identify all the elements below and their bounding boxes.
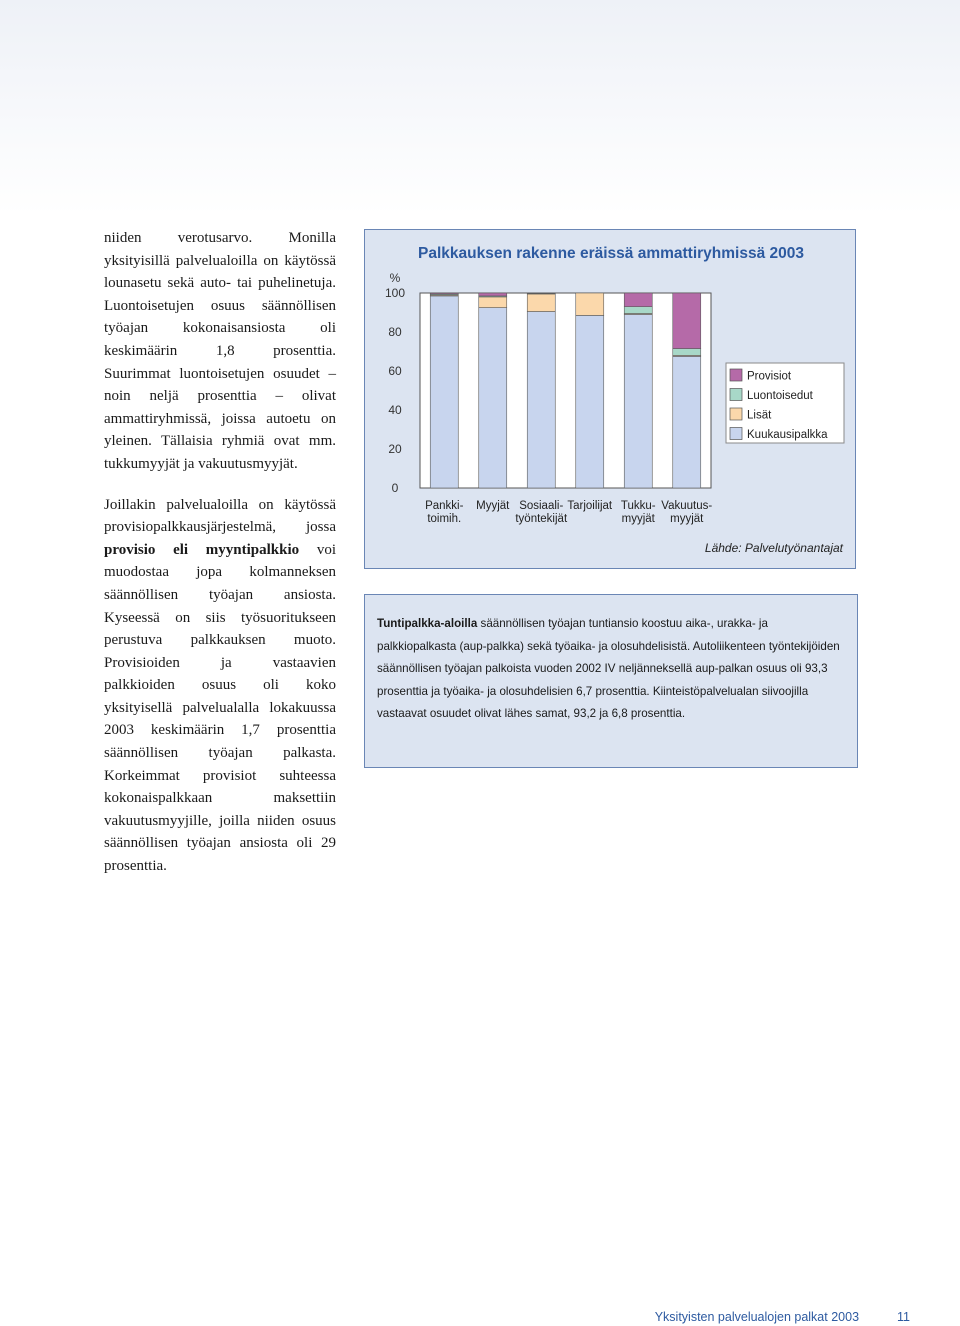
x-tick-label: Tukku- [620, 500, 656, 512]
legend-swatch [730, 428, 742, 440]
bar-segment-kuukausipalkka [479, 308, 507, 488]
bar-segment-provisiot [673, 293, 701, 349]
bar-segment-luontoisedut [673, 349, 701, 356]
commission-term: provisio eli myyntipalkkio [104, 541, 300, 558]
x-tick-label: Tarjoilijat [567, 500, 613, 512]
y-tick-label: 0 [391, 481, 399, 495]
legend-label: Kuukausipalkka [747, 429, 828, 441]
legend-label: Provisiot [747, 370, 792, 383]
legend-swatch [730, 389, 742, 401]
paragraph-fringe-benefits: niiden verotusarvo. Monilla yksityisillä palvelualoilla on käytössä lounasetu sekä auto- tai puhelinetuja. Luontoisetujen osuus säännöllisen työajan kokonaisansiosta oli keskimäärin 1,8 prosenttia. Suurimmat luontoisetujen osuudet – noin neljä prosenttia – olivat ammattiryhmissä, joissa autoetu on yleinen. Tällaisia ryhmiä ovat mm. tukkumyyjät ja vakuutusmyyjät. [104, 230, 336, 472]
legend-swatch [730, 408, 742, 420]
bar-segment-provisiot [479, 293, 507, 296]
y-tick-label: 60 [388, 364, 402, 378]
x-tick-label: toimih. [427, 513, 462, 525]
footer-title: Yksityisten palvelualojen palkat 2003 [654, 1310, 860, 1324]
bar-segment-lisät [479, 297, 507, 308]
y-axis-unit: % [389, 271, 401, 285]
chart-title: Palkkauksen rakenne eräissä ammattiryhmissä 2003 [417, 245, 805, 262]
x-tick-label: Sosiaali- [519, 500, 564, 512]
chart-panel [364, 229, 856, 569]
y-tick-label: 40 [388, 403, 402, 417]
page-number: 11 [897, 1310, 910, 1324]
bar-segment-kuukausipalkka [624, 314, 652, 488]
y-tick-label: 80 [388, 325, 402, 339]
bar-segment-lisät [576, 293, 604, 315]
legend-label: Lisät [747, 409, 772, 422]
y-tick-label: 20 [388, 442, 402, 456]
left-text-column [104, 227, 336, 878]
bar-segment-provisiot [430, 293, 458, 294]
legend-label: Luontoisedut [747, 390, 813, 402]
y-tick-label: 100 [384, 286, 406, 300]
hourly-pay-note-box [364, 594, 858, 768]
x-tick-label: työntekijät [515, 513, 568, 525]
legend-swatch [730, 369, 742, 381]
x-tick-label: Pankki- [425, 500, 464, 512]
bar-segment-kuukausipalkka [527, 312, 555, 488]
x-tick-label: myyjät [621, 513, 655, 525]
paragraph-commissions [104, 494, 336, 878]
bar-segment-luontoisedut [624, 307, 652, 314]
commission-text-start: Joillakin palvelualoilla on käytössä provisiopalkkausjärjestelmä, jossa [104, 496, 336, 536]
bar-segment-kuukausipalkka [576, 315, 604, 488]
note-lead: Tuntipalkka-aloilla [377, 617, 478, 630]
plot-area [420, 293, 711, 488]
bar-segment-lisät [527, 294, 555, 312]
stacked-bar-chart [365, 230, 857, 570]
bar-segment-kuukausipalkka [430, 296, 458, 488]
page-footer [600, 1310, 910, 1324]
note-body: säännöllisen työajan tuntiansio koostuu aika-, urakka- ja palkkiopalkasta (aup-palkka) sekä työaika- ja olosuhdelisistä. Autoliikenteen työntekijöiden säännöllisen työajan palkoista vuoden 2002 IV neljänneksellä aup-palkan osuus oli 93,3 prosenttia ja työaika- ja olosuhdelisien 6,7 prosenttia. Kiinteistöpalvelualan siivoojilla vastaavat osuudet olivat lähes samat, 93,2 ja 6,8 prosenttia. [377, 617, 840, 721]
x-tick-label: Myyjät [476, 500, 510, 512]
commission-text-end: voi muodostaa jopa kolmanneksen säännöllisen työajan ansiosta. Kyseessä on siis työsuoritukseen perustuva palkkauksen muoto. Provisioiden ja vastaavien palkkioiden osuus oli koko yksityisellä palvelualalla lokakuussa 2003 keskimäärin 1,7 prosenttia säännöllisen työajan palkasta. Korkeimmat provisiot suhteessa kokonaispalkkaan maksettiin vakuutusmyyjille, joilla niiden osuus säännöllisen työajan ansiosta oli 29 prosenttia. [104, 541, 336, 875]
chart-source: Lähde: Palvelutyönantajat [704, 541, 843, 555]
bar-segment-provisiot [624, 293, 652, 307]
note-text [377, 613, 843, 726]
x-tick-label: Vakuutus- [661, 500, 713, 512]
x-tick-label: myyjät [670, 513, 704, 525]
bar-segment-kuukausipalkka [673, 356, 701, 488]
